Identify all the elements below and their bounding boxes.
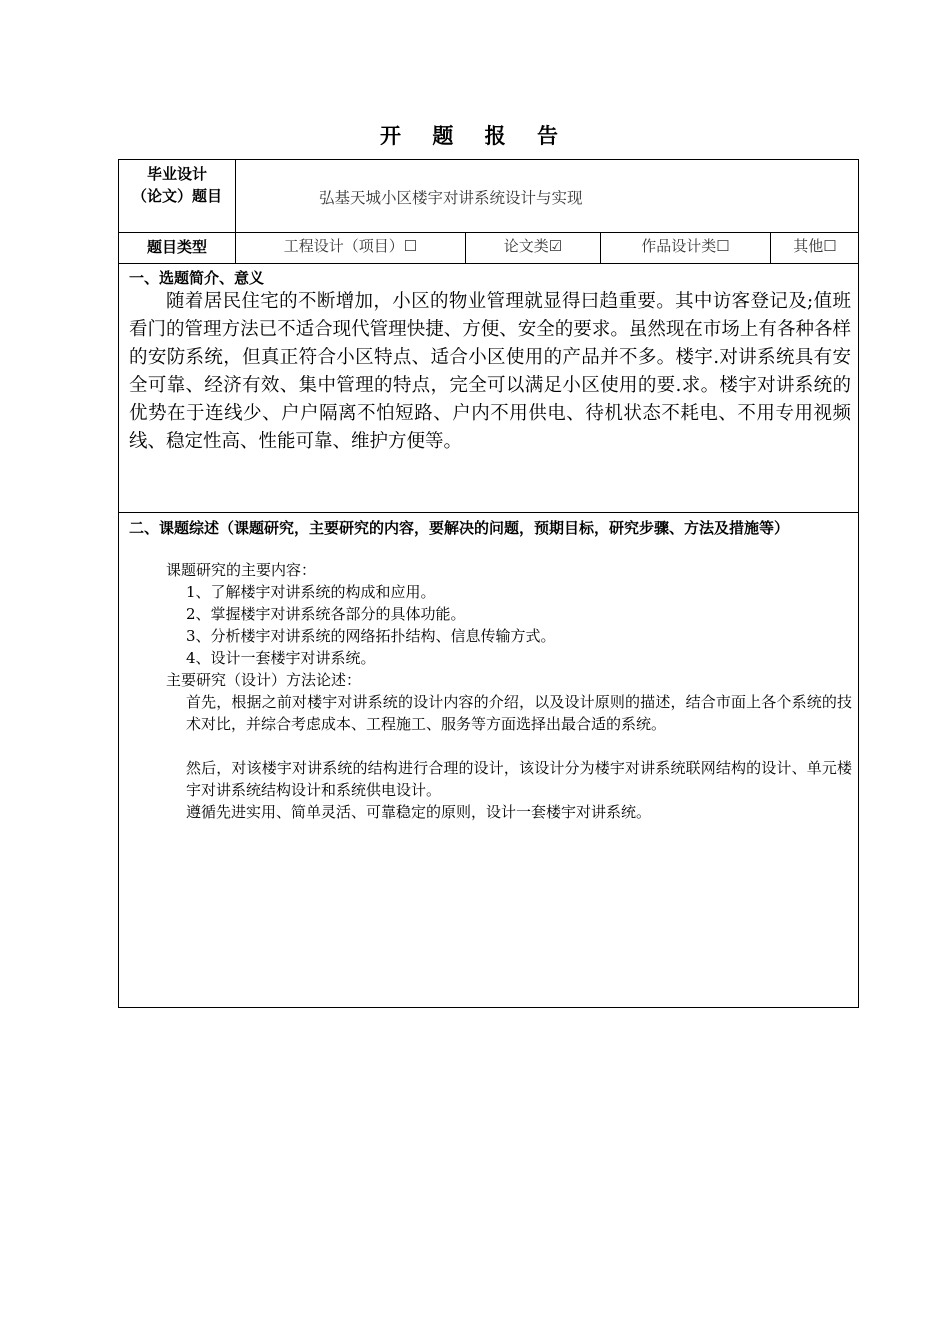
topic-value: 弘基天城小区楼宇对讲系统设计与实现: [319, 189, 583, 207]
method-title: 主要研究（设计）方法论述：: [166, 671, 362, 689]
content-title: 课题研究的主要内容：: [166, 561, 317, 579]
list-item: 3、分析楼宇对讲系统的网络拓扑结构、信息传输方式。: [186, 627, 556, 645]
list-item: 1、了解楼宇对讲系统的构成和应用。: [186, 583, 436, 601]
topic-type-label: 题目类型: [146, 238, 207, 256]
list-item: 2、掌握楼宇对讲系统各部分的具体功能。: [186, 605, 466, 623]
option-engineering-design[interactable]: 工程设计（项目）☐: [283, 237, 418, 255]
page-title: 开 题 报 告: [380, 124, 570, 148]
row-divider: [119, 263, 858, 264]
report-table: [118, 159, 859, 1008]
row-divider: [119, 512, 858, 513]
section1-paragraph: 随着居民住宅的不断增加，小区的物业管理就显得曰趋重要。其中访客登记及;值班看门的管理方法已不适合现代管理快捷、方便、安全的要求。虽然现在市场上有各种各样的安防系统，但真正符合小区特点、适合小区使用的产品并不多。楼宇.对讲系统具有安全可靠、经济有效、集中管理的特点，完全可以满足小区使用的要.求。楼宇对讲系统的优势在于连线少、户户隔离不怕短路、户内不用供电、待机状态不耗电、不用专用视频线、稳定性高、性能可靠、维护方便等。: [129, 291, 851, 452]
row-divider: [119, 232, 858, 233]
method-paragraph: 首先，根据之前对楼宇对讲系统的设计内容的介绍，以及设计原则的描述，结合市面上各个系统的技术对比，并综合考虑成本、工程施工、服务等方面选择出最合适的系统。: [186, 693, 852, 733]
option-thesis[interactable]: 论文类☑: [503, 237, 563, 255]
option-work-design[interactable]: 作品设计类☐: [641, 237, 730, 255]
list-item: 4、设计一套楼宇对讲系统。: [186, 649, 376, 667]
section2-heading: 二、课题综述（课题研究，主要研究的内容，要解决的问题，预期目标，研究步骤、方法及措施等）: [129, 519, 790, 537]
option-other[interactable]: 其他☐: [793, 237, 837, 255]
method-paragraph: 然后，对该楼宇对讲系统的结构进行合理的设计，该设计分为楼宇对讲系统联网结构的设计、单元楼宇对讲系统结构设计和系统供电设计。: [186, 759, 852, 799]
topic-label: 毕业设计 （论文）题目: [131, 165, 222, 205]
section1-heading: 一、选题简介、意义: [129, 269, 265, 287]
method-paragraph: 遵循先进实用、简单灵活、可靠稳定的原则，设计一套楼宇对讲系统。: [186, 803, 652, 821]
